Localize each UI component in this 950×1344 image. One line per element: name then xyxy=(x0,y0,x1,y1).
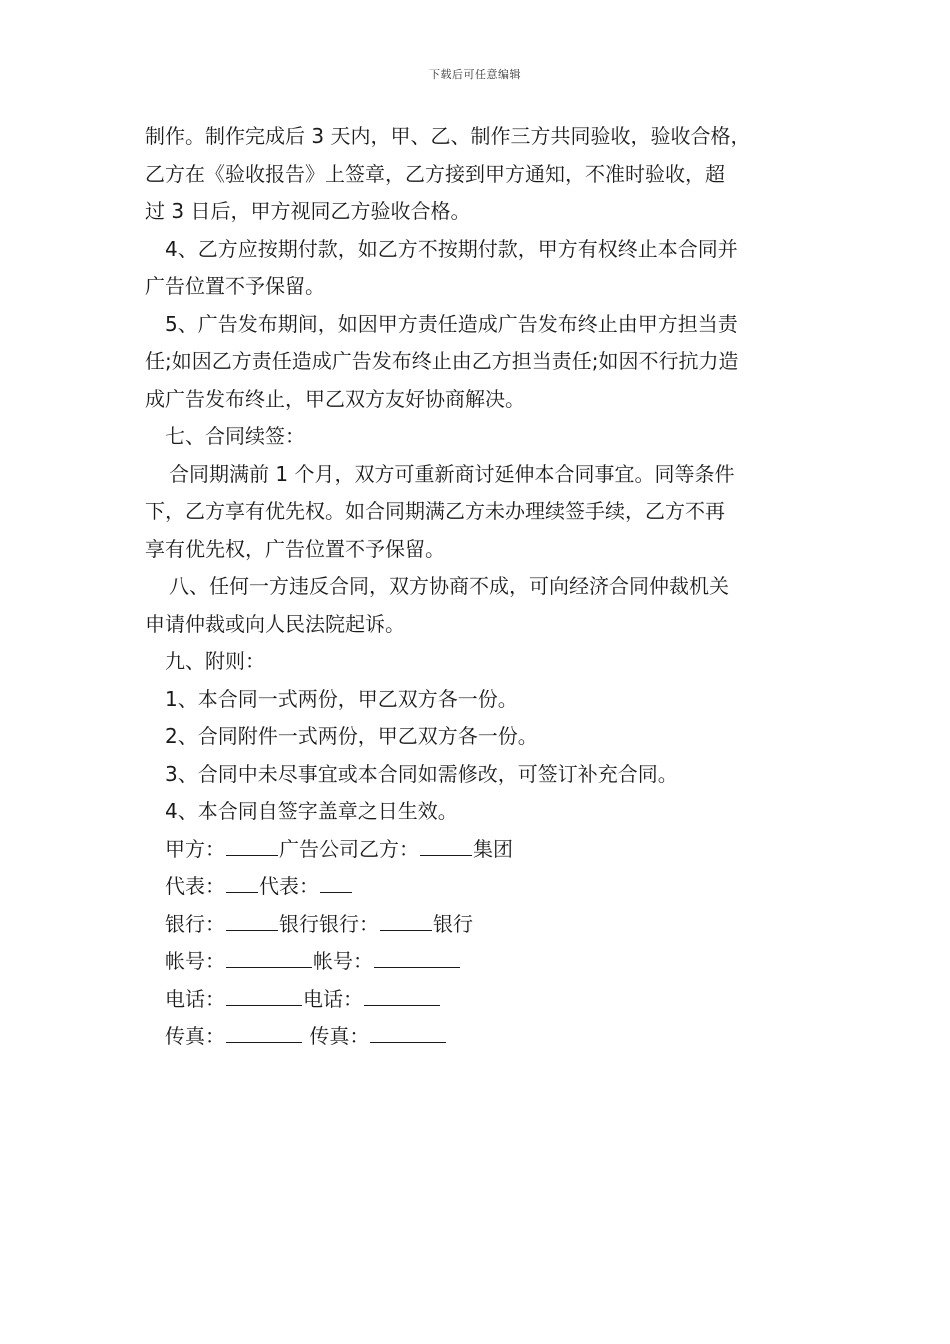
bank-b-suffix: 银行 xyxy=(433,911,473,936)
bank-a-blank[interactable] xyxy=(226,912,278,931)
clause-5-line: 5、广告发布期间，如因甲方责任造成广告发布终止由甲方担当责 xyxy=(165,311,738,336)
rep-b-label: 代表： xyxy=(259,874,319,898)
fax-a-blank[interactable] xyxy=(226,1024,302,1043)
party-b-blank[interactable] xyxy=(420,837,472,856)
party-b-label: 乙方： xyxy=(359,836,419,861)
party-a-label: 甲方： xyxy=(165,836,225,861)
renewal-line: 合同期满前 1 个月，双方可重新商讨延伸本合同事宜。同等条件 xyxy=(169,461,735,486)
section-7-heading: 七、合同续签： xyxy=(165,424,305,448)
phone-b-label: 电话： xyxy=(303,986,363,1011)
contract-body xyxy=(145,118,817,1056)
appendix-item: 1、本合同一式两份，甲乙双方各一份。 xyxy=(165,686,518,711)
phone-a-blank[interactable] xyxy=(226,987,302,1006)
rep-a-blank[interactable] xyxy=(226,874,258,893)
bank-a-suffix: 银行 xyxy=(279,911,319,936)
section-8-line: 八、任何一方违反合同，双方协商不成，可向经济合同仲裁机关 xyxy=(169,574,729,598)
bank-b-label: 银行： xyxy=(319,911,379,936)
signature-rep-row xyxy=(145,868,817,906)
appendix-item: 4、本合同自签字盖章之日生效。 xyxy=(165,799,458,823)
signature-account-row xyxy=(145,943,817,981)
bank-b-blank[interactable] xyxy=(380,912,432,931)
fax-b-blank[interactable] xyxy=(370,1024,446,1043)
paragraph-line: 过 3 日后，甲方视同乙方验收合格。 xyxy=(145,199,471,223)
renewal-line: 下，乙方享有优先权。如合同期满乙方未办理续签手续，乙方不再 xyxy=(145,499,725,523)
bank-a-label: 银行： xyxy=(165,911,225,936)
party-a-suffix: 广告公司 xyxy=(279,836,359,861)
clause-5-line: 成广告发布终止，甲乙双方友好协商解决。 xyxy=(145,386,525,411)
rep-b-blank[interactable] xyxy=(320,874,352,893)
party-a-blank[interactable] xyxy=(226,837,278,856)
page-header: 下载后可任意编辑 xyxy=(429,68,521,81)
signature-phone-row xyxy=(145,981,817,1019)
renewal-line: 享有优先权，广告位置不予保留。 xyxy=(145,536,445,561)
signature-party-row xyxy=(145,831,817,869)
clause-5-line: 任;如因乙方责任造成广告发布终止由乙方担当责任;如因不行抗力造 xyxy=(145,349,739,373)
account-b-label: 帐号： xyxy=(313,949,373,973)
clause-4-line: 广告位置不予保留。 xyxy=(145,274,325,298)
phone-b-blank[interactable] xyxy=(364,987,440,1006)
account-a-blank[interactable] xyxy=(226,949,312,968)
paragraph-line: 制作。制作完成后 3 天内，甲、乙、制作三方共同验收，验收合格， xyxy=(145,124,751,148)
fax-a-label: 传真： xyxy=(165,1024,225,1048)
signature-bank-row xyxy=(145,906,817,944)
appendix-item: 3、合同中未尽事宜或本合同如需修改，可签订补充合同。 xyxy=(165,761,678,786)
paragraph-line: 乙方在《验收报告》上签章，乙方接到甲方通知，不准时验收，超 xyxy=(145,161,725,186)
account-a-label: 帐号： xyxy=(165,949,225,973)
phone-a-label: 电话： xyxy=(165,986,225,1011)
section-8-line: 申请仲裁或向人民法院起诉。 xyxy=(145,611,405,636)
rep-a-label: 代表： xyxy=(165,874,225,898)
account-b-blank[interactable] xyxy=(374,949,460,968)
appendix-item: 2、合同附件一式两份，甲乙双方各一份。 xyxy=(165,724,538,748)
clause-4-line: 4、乙方应按期付款，如乙方不按期付款，甲方有权终止本合同并 xyxy=(165,236,738,261)
fax-b-label: 传真： xyxy=(309,1024,370,1048)
party-b-suffix: 集团 xyxy=(473,836,513,861)
signature-fax-row xyxy=(145,1018,817,1056)
section-9-heading: 九、附则： xyxy=(165,649,265,673)
